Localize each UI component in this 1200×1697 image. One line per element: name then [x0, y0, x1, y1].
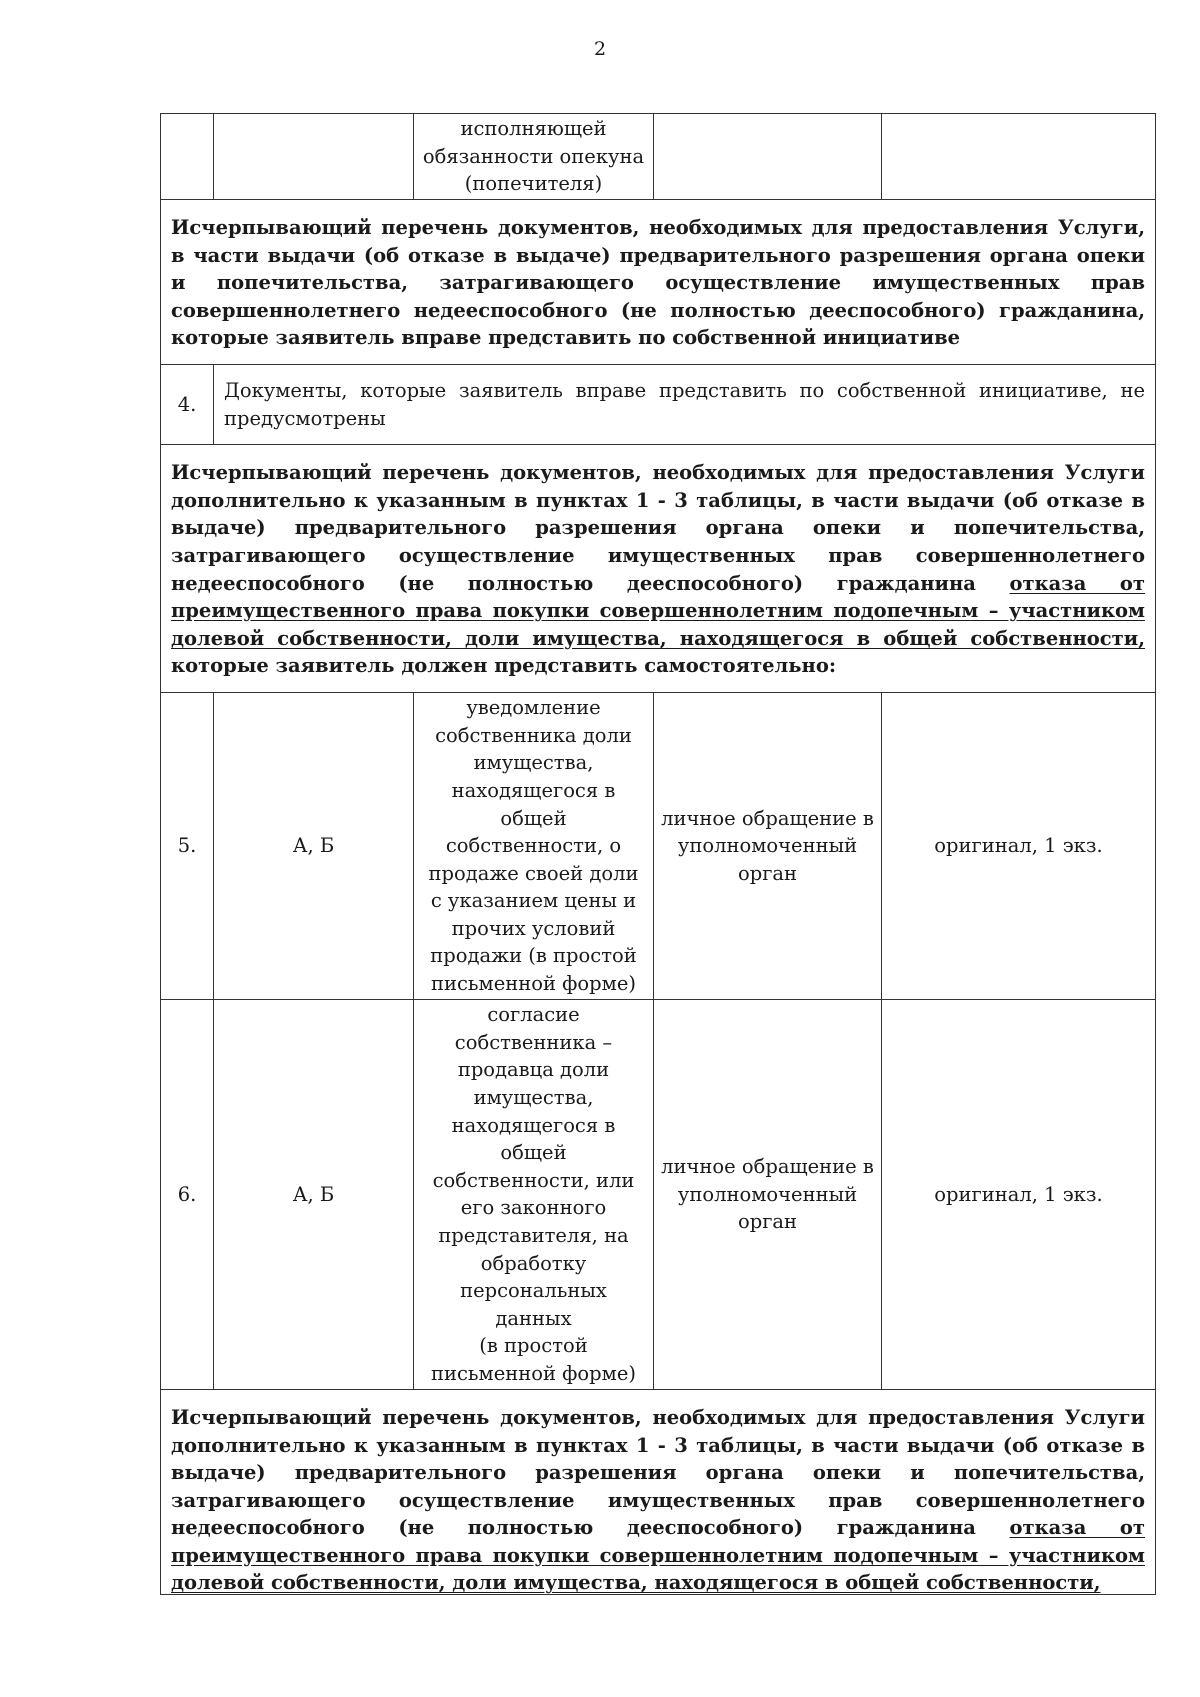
continuation-num-cell [161, 114, 214, 200]
continuation-document-cell: исполняющей обязанности опекуна (попечителя) [414, 114, 654, 200]
section-heading-tail: которые заявитель должен представить самостоятельно: [171, 654, 837, 678]
section-heading-text: Исчерпывающий перечень документов, необходимых для предоставления Услуги дополнительно к указанным в пунктах 1 - 3 таблицы, в части выдачи (об отказе в выдаче) предварительного разрешения органа опеки и попечительства, затрагивающего осуществление имущественных прав совершеннолетнего недееспособного (не полностью дееспособного) гражданина [171, 461, 1145, 595]
row-applicants: А, Б [214, 999, 414, 1389]
section-heading-row [161, 1389, 1156, 1594]
table-row [161, 364, 1156, 444]
documents-table [160, 113, 1156, 1595]
row-number: 5. [161, 692, 214, 999]
section-heading: Исчерпывающий перечень документов, необходимых для предоставления Услуги, в части выдачи (об отказе в выдаче) предварительного разрешения органа опеки и попечительства, затрагивающего осуществление имущественных прав совершеннолетнего недееспособного (не полностью дееспособного) гражданина, которые заявитель вправе представить по собственной инициативе [161, 200, 1156, 365]
row-document: уведомление собственника доли имущества, находящегося в общей собственности, о продаже своей доли с указанием цены и прочих условий продажи (в простой письменной форме) [414, 692, 654, 999]
page-number: 2 [593, 38, 607, 60]
section-heading-underlined: отказа от преимущественного права покупки совершеннолетним подопечным – участником долевой собственности, доли имущества, находящегося в общей собственности, [171, 571, 1146, 650]
section-heading [161, 445, 1156, 693]
row-text: Документы, которые заявитель вправе представить по собственной инициативе, не предусмотрены [214, 364, 1156, 444]
continuation-row [161, 114, 1156, 200]
continuation-form-cell [882, 114, 1156, 200]
section-heading [161, 1389, 1156, 1594]
continuation-method-cell [654, 114, 882, 200]
row-applicants: А, Б [214, 692, 414, 999]
row-document-note: (в простой письменной форме) [431, 1334, 636, 1385]
section-heading-underlined: отказа от преимущественного права покупки совершеннолетним подопечным – участником долевой собственности, доли имущества, находящегося в общей собственности, [171, 1516, 1145, 1594]
section-heading-row [161, 445, 1156, 693]
row-method: личное обращение в уполномоченный орган [654, 692, 882, 999]
section-heading-row [161, 200, 1156, 365]
table-row [161, 692, 1156, 999]
continuation-applicants-cell [214, 114, 414, 200]
table-row [161, 999, 1156, 1389]
row-number: 4. [161, 364, 214, 444]
row-form: оригинал, 1 экз. [882, 999, 1156, 1389]
row-document [414, 999, 654, 1389]
row-number: 6. [161, 999, 214, 1389]
row-method: личное обращение в уполномоченный орган [654, 999, 882, 1389]
row-form: оригинал, 1 экз. [882, 692, 1156, 999]
section-heading-text: Исчерпывающий перечень документов, необходимых для предоставления Услуги дополнительно к указанным в пунктах 1 - 3 таблицы, в части выдачи (об отказе в выдаче) предварительного разрешения органа опеки и попечительства, затрагивающего осуществление имущественных прав совершеннолетнего недееспособного (не полностью дееспособного) гражданина [171, 1405, 1145, 1540]
row-document-text: согласие собственника – продавца доли имущества, находящегося в общей собственности, или его законного представителя, на обработку персональных данных [432, 1003, 635, 1330]
